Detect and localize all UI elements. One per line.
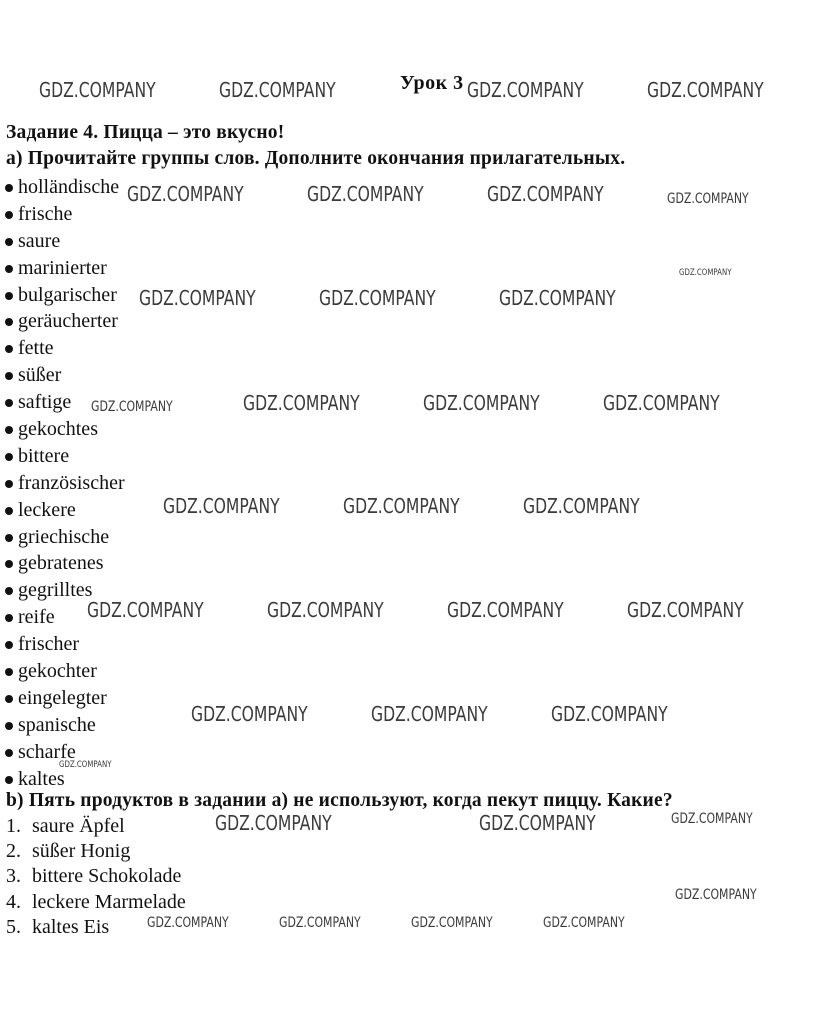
watermark: GDZ.COMPANY bbox=[147, 915, 229, 931]
bullet-icon bbox=[5, 211, 13, 219]
watermark: GDZ.COMPANY bbox=[87, 598, 204, 622]
bullet-icon bbox=[5, 184, 13, 192]
watermark: GDZ.COMPANY bbox=[215, 811, 332, 835]
bullet-icon bbox=[5, 587, 13, 595]
bullet-icon bbox=[5, 426, 13, 434]
watermark: GDZ.COMPANY bbox=[551, 702, 668, 726]
watermark: GDZ.COMPANY bbox=[679, 268, 732, 278]
word-item: griechische bbox=[4, 524, 125, 551]
word-item: eingelegter bbox=[4, 685, 125, 712]
watermark: GDZ.COMPANY bbox=[243, 391, 360, 415]
bullet-icon bbox=[5, 534, 13, 542]
word-item: gegrilltes bbox=[4, 577, 125, 604]
bullet-icon bbox=[5, 695, 13, 703]
bullet-icon bbox=[5, 614, 13, 622]
watermark: GDZ.COMPANY bbox=[319, 286, 436, 310]
word-item: saftige bbox=[4, 389, 125, 416]
word-item: marinierter bbox=[4, 255, 125, 282]
bullet-icon bbox=[5, 749, 13, 757]
watermark: GDZ.COMPANY bbox=[279, 915, 361, 931]
watermark: GDZ.COMPANY bbox=[479, 811, 596, 835]
task-title: Задание 4. Пицца – это вкусно! bbox=[6, 122, 285, 143]
watermark: GDZ.COMPANY bbox=[647, 78, 764, 102]
answer-item: 1. saure Äpfel bbox=[6, 815, 125, 837]
bullet-icon bbox=[5, 641, 13, 649]
watermark: GDZ.COMPANY bbox=[163, 494, 280, 518]
word-item: frische bbox=[4, 201, 125, 228]
watermark: GDZ.COMPANY bbox=[343, 494, 460, 518]
watermark: GDZ.COMPANY bbox=[127, 182, 244, 206]
watermark: GDZ.COMPANY bbox=[447, 598, 564, 622]
watermark: GDZ.COMPANY bbox=[487, 182, 604, 206]
word-item: saure bbox=[4, 228, 125, 255]
watermark: GDZ.COMPANY bbox=[543, 915, 625, 931]
answer-item: 2. süßer Honig bbox=[6, 840, 131, 863]
word-item: scharfe bbox=[4, 739, 125, 766]
bullet-icon bbox=[5, 776, 13, 784]
watermark: GDZ.COMPANY bbox=[423, 391, 540, 415]
answer-item: 3. bittere Schokolade bbox=[6, 865, 182, 888]
lesson-title: Урок 3 bbox=[400, 72, 464, 94]
word-item: frischer bbox=[4, 631, 125, 658]
watermark: GDZ.COMPANY bbox=[627, 598, 744, 622]
word-item: fette bbox=[4, 335, 125, 362]
watermark: GDZ.COMPANY bbox=[603, 391, 720, 415]
bullet-icon bbox=[5, 668, 13, 676]
bullet-icon bbox=[5, 480, 13, 488]
bullet-icon bbox=[5, 345, 13, 353]
watermark: GDZ.COMPANY bbox=[91, 399, 173, 415]
bullet-icon bbox=[5, 507, 13, 515]
word-item: bittere bbox=[4, 443, 125, 470]
word-list bbox=[4, 174, 125, 792]
watermark: GDZ.COMPANY bbox=[411, 915, 493, 931]
answer-item: 5. kaltes Eis bbox=[6, 915, 110, 938]
watermark: GDZ.COMPANY bbox=[59, 760, 112, 770]
bullet-icon bbox=[5, 560, 13, 568]
watermark: GDZ.COMPANY bbox=[139, 286, 256, 310]
watermark: GDZ.COMPANY bbox=[39, 78, 156, 102]
word-item: spanische bbox=[4, 712, 125, 739]
bullet-icon bbox=[5, 453, 13, 461]
watermark: GDZ.COMPANY bbox=[499, 286, 616, 310]
word-item: holländische bbox=[4, 174, 125, 201]
bullet-icon bbox=[5, 722, 13, 730]
watermark: GDZ.COMPANY bbox=[191, 702, 308, 726]
word-item: süßer bbox=[4, 362, 125, 389]
answer-item: 4. leckere Marmelade bbox=[6, 890, 186, 913]
watermark: GDZ.COMPANY bbox=[667, 191, 749, 207]
word-item: geräucherter bbox=[4, 308, 125, 335]
word-item: gekochtes bbox=[4, 416, 125, 443]
bullet-icon bbox=[5, 318, 13, 326]
watermark: GDZ.COMPANY bbox=[371, 702, 488, 726]
word-item: französischer bbox=[4, 470, 125, 497]
word-item: reife bbox=[4, 604, 125, 631]
word-item: leckere bbox=[4, 497, 125, 524]
watermark: GDZ.COMPANY bbox=[675, 887, 757, 903]
watermark: GDZ.COMPANY bbox=[307, 182, 424, 206]
watermark: GDZ.COMPANY bbox=[267, 598, 384, 622]
watermark: GDZ.COMPANY bbox=[219, 78, 336, 102]
word-item: gebratenes bbox=[4, 550, 125, 577]
word-item: gekochter bbox=[4, 658, 125, 685]
part-b-instruction: b) Пять продуктов в задании а) не используют, когда пекут пиццу. Какие? bbox=[6, 790, 673, 811]
bullet-icon bbox=[5, 372, 13, 380]
watermark: GDZ.COMPANY bbox=[671, 811, 753, 827]
bullet-icon bbox=[5, 238, 13, 246]
word-item: bulgarischer bbox=[4, 282, 125, 309]
word-item: kaltes bbox=[4, 766, 125, 793]
bullet-icon bbox=[5, 265, 13, 273]
watermark: GDZ.COMPANY bbox=[523, 494, 640, 518]
part-a-instruction: а) Прочитайте группы слов. Дополните окончания прилагательных. bbox=[6, 148, 626, 169]
bullet-icon bbox=[5, 292, 13, 300]
watermark: GDZ.COMPANY bbox=[467, 78, 584, 102]
bullet-icon bbox=[5, 399, 13, 407]
